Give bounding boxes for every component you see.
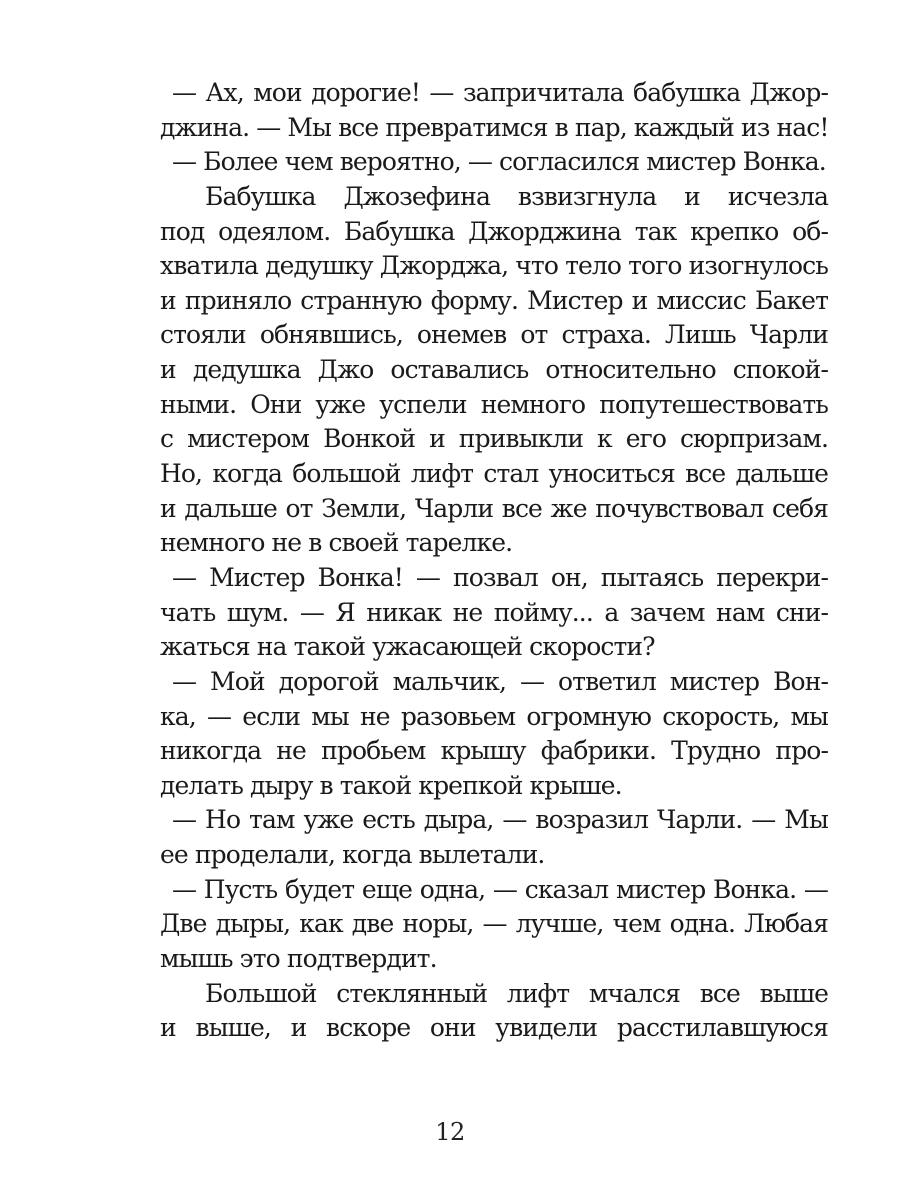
text-line: ка, — если мы не разовьем огромную скорость, мы — [160, 701, 828, 731]
text-line: джина. — Мы все превратимся в пар, каждый из нас! — [160, 112, 829, 142]
text-line: — Более чем вероятно, — согласился мистер Вонка. — [172, 147, 826, 177]
text-line: и выше, и вскоре они увидели расстилавшуюся — [160, 1013, 828, 1043]
text-line: Две дыры, как две норы, — лучше, чем одна. Любая — [160, 909, 828, 939]
text-line: никогда не пробьем крышу фабрики. Трудно про- — [160, 736, 828, 766]
text-line: и дедушка Джо оставались относительно спокой- — [160, 355, 828, 385]
text-line: под одеялом. Бабушка Джорджина так крепко об- — [160, 216, 828, 246]
text-line: жаться на такой ужасающей скорости? — [160, 632, 655, 662]
text-line: и дальше от Земли, Чарли все же почувствовал себя — [160, 493, 828, 523]
text-line: — Мой дорогой мальчик, — ответил мистер Вон- — [172, 666, 828, 696]
text-line: — Но там уже есть дыра, — возразил Чарли. — Мы — [172, 805, 828, 835]
text-line: Бабушка Джозефина взвизгнула и исчезла — [205, 181, 828, 211]
page-number: 12 — [435, 1118, 465, 1146]
text-line: Но, когда большой лифт стал уноситься все дальше — [160, 459, 828, 489]
text-line: — Ах, мои дорогие! — запричитала бабушка Джор- — [172, 78, 828, 107]
text-line: делать дыру в такой крепкой крыше. — [160, 770, 622, 800]
text-line: чать шум. — Я никак не пойму... а зачем нам сни- — [160, 597, 828, 627]
text-line: — Пусть будет еще одна, — сказал мистер Вонка. — — [172, 874, 828, 904]
text-line: Большой стеклянный лифт мчался все выше — [205, 978, 828, 1008]
body-text — [160, 76, 828, 1046]
text-line: с мистером Вонкой и привыкли к его сюрпризам. — [160, 424, 828, 454]
text-line: мышь это подтвердит. — [160, 944, 437, 974]
text-line: немного не в своей тарелке. — [160, 528, 513, 558]
text-line: хватила дедушку Джорджа, что тело того изогнулось — [160, 251, 828, 281]
text-line: ными. Они уже успели немного попутешествовать — [160, 389, 828, 419]
text-line: ее проделали, когда вылетали. — [160, 840, 545, 870]
text-line: стояли обнявшись, онемев от страха. Лишь Чарли — [160, 320, 828, 350]
text-line: и приняло странную форму. Мистер и миссис Бакет — [160, 285, 828, 315]
text-line: — Мистер Вонка! — позвал он, пытаясь перекри- — [172, 562, 828, 592]
